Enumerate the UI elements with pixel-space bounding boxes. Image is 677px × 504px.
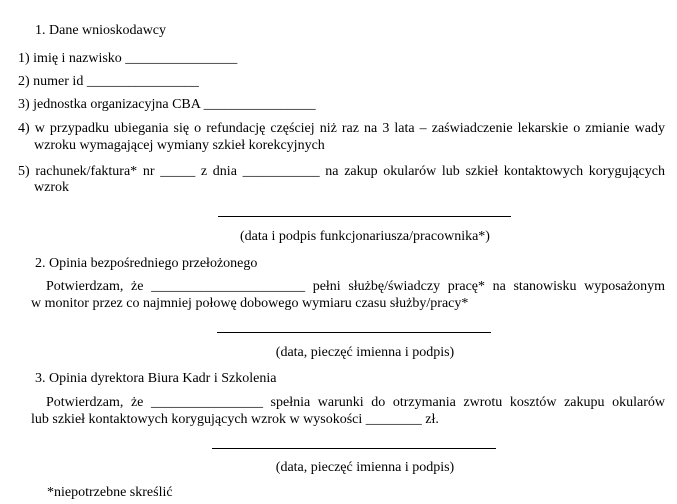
section-1-heading: 1. Dane wnioskodawcy: [35, 23, 167, 38]
director-signature-line: [212, 448, 496, 449]
supervisor-signature-caption: (data, pieczęć imienna i podpis): [275, 345, 455, 360]
medical-certificate-item-line1: 4) w przypadku ubiegania się o refundację częściej niż raz na 3 lata – zaświadczenie lekarskie o zmianie wady: [18, 121, 665, 136]
section-2-heading: 2. Opinia bezpośredniego przełożonego: [35, 256, 258, 271]
invoice-item-line1: 5) rachunek/faktura* nr _____ z dnia ___________ na zakup okularów lub szkieł kontaktowych korygujących: [18, 164, 665, 179]
footnote: *niepotrzebne skreślić: [47, 485, 173, 500]
applicant-signature-caption: (data i podpis funkcjonariusza/pracownika*): [240, 229, 490, 244]
applicant-name-field: 1) imię i nazwisko ________________: [18, 51, 238, 66]
applicant-signature-line: [218, 216, 511, 217]
supervisor-confirmation-line2: w monitor przez co najmniej połowę dobowego wymiaru czasu służby/pracy*: [31, 296, 469, 311]
medical-certificate-item-line2: wzroku wymagającej wymiany szkieł korekcyjnych: [34, 138, 325, 153]
supervisor-signature-line: [217, 332, 491, 333]
director-confirmation-line2: lub szkieł kontaktowych korygujących wzrok w wysokości ________ zł.: [31, 412, 439, 427]
director-confirmation-line1: Potwierdzam, że ________________ spełnia warunki do otrzymania zwrotu kosztów zakupu okularów: [46, 395, 665, 410]
invoice-item-line2: wzrok: [34, 180, 69, 195]
organizational-unit-field: 3) jednostka organizacyjna CBA ________________: [18, 97, 316, 112]
applicant-id-field: 2) numer id ________________: [18, 74, 199, 89]
section-3-heading: 3. Opinia dyrektora Biura Kadr i Szkolenia: [35, 371, 277, 386]
director-signature-caption: (data, pieczęć imienna i podpis): [275, 460, 455, 475]
supervisor-confirmation-line1: Potwierdzam, że ______________________ pełni służbę/świadczy pracę* na stanowisku wyposażonym: [46, 279, 665, 294]
